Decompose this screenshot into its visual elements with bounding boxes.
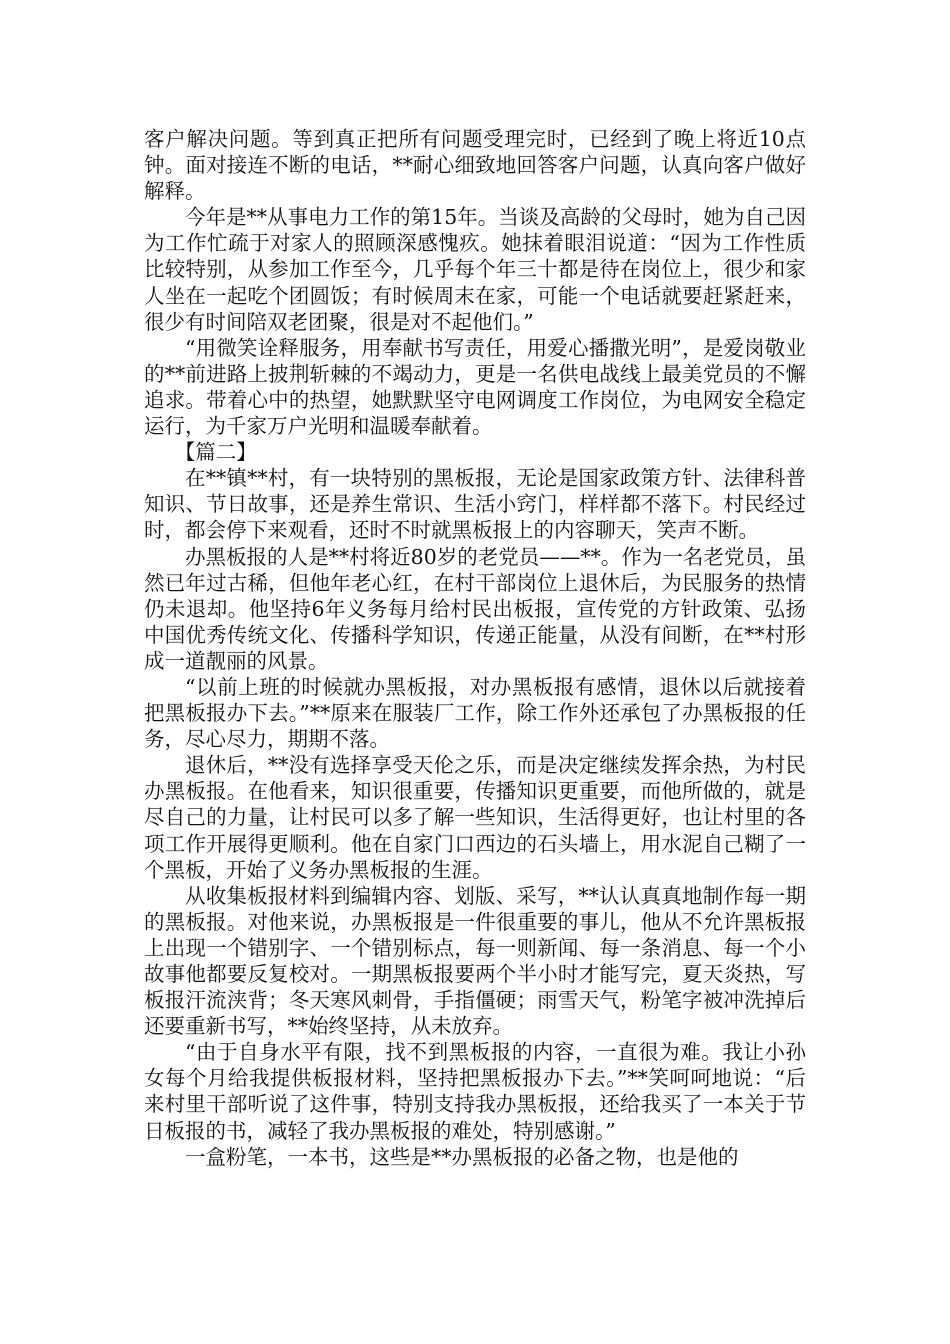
paragraph-5: 在**镇**村，有一块特别的黑板报，无论是国家政策方针、法律科普知识、节日故事，还是养生常识、生活小窍门，样样都不落下。村民经过时，都会停下来观看，还时不时就黑板报上的内容聊天，笑声不断。 (144, 466, 806, 543)
document-body (144, 126, 806, 1170)
paragraph-7: “以前上班的时候就办黑板报，对办黑板报有感情，退休以后就接着把黑板报办下去。”**原来在服装厂工作，除工作外还承包了办黑板报的任务，尽心尽力，期期不落。 (144, 674, 806, 752)
paragraph-6: 办黑板报的人是**村将近80岁的老党员——**。作为一名老党员，虽然已年过古稀，但他年老心红，在村干部岗位上退休后，为民服务的热情仍未退却。他坚持6年义务每月给村民出板报，宣传党的方针政策、弘扬中国优秀传统文化、传播科学知识，传递正能量，从没有间断，在**村形成一道靓丽的风景。 (144, 544, 806, 673)
paragraph-8: 退休后，**没有选择享受天伦之乐，而是决定继续发挥余热，为村民办黑板报。在他看来，知识很重要，传播知识更重要，而他所做的，就是尽自己的力量，让村民可以多了解一些知识，生活得更好，也让村里的各项工作开展得更顺利。他在自家门口西边的石头墙上，用水泥自己糊了一个黑板，开始了义务办黑板报的生涯。 (144, 753, 806, 882)
paragraph-9: 从收集板报材料到编辑内容、划版、采写，**认认真真地制作每一期的黑板报。对他来说，办黑板报是一件很重要的事儿，他从不允许黑板报上出现一个错别字、一个错别标点，每一则新闻、每一条消息、每一个小故事他都要反复校对。一期黑板报要两个半小时才能写完，夏天炎热，写板报汗流浃背；冬天寒风刺骨，手指僵硬；雨雪天气，粉笔字被冲洗掉后还要重新书写，**始终坚持，从未放弃。 (144, 883, 806, 1039)
paragraph-11: 一盒粉笔，一本书，这些是**办黑板报的必备之物，也是他的 (185, 1144, 739, 1169)
section-heading: 【篇二】 (174, 440, 257, 465)
paragraph-1: 客户解决问题。等到真正把所有问题受理完时，已经到了晚上将近10点钟。面对接连不断的电话，**耐心细致地回答客户问题，认真向客户做好解释。 (144, 127, 806, 204)
paragraph-2: 今年是**从事电力工作的第15年。当谈及高龄的父母时，她为自己因为工作忙疏于对家人的照顾深感愧疚。她抹着眼泪说道：“因为工作性质比较特别，从参加工作至今，几乎每个年三十都是待在岗位上，很少和家人坐在一起吃个团圆饭；有时候周末在家，可能一个电话就要赶紧赶来，很少有时间陪双老团聚，很是对不起他们。” (144, 205, 806, 334)
paragraph-10: “由于自身水平有限，找不到黑板报的内容，一直很为难。我让小孙女每个月给我提供板报材料，坚持把黑板报办下去。”**笑呵呵地说：“后来村里干部听说了这件事，特别支持我办黑板报，还给我买了一本关于节日板报的书，减轻了我办黑板报的难处，特别感谢。” (144, 1040, 806, 1143)
paragraph-3: “用微笑诠释服务，用奉献书写责任，用爱心播撒光明”，是爱岗敬业的**前进路上披荆斩棘的不竭动力，更是一名供电战线上最美党员的不懈追求。带着心中的热望，她默默坚守电网调度工作岗位，为电网安全稳定运行，为千家万户光明和温暖奉献着。 (144, 335, 806, 439)
